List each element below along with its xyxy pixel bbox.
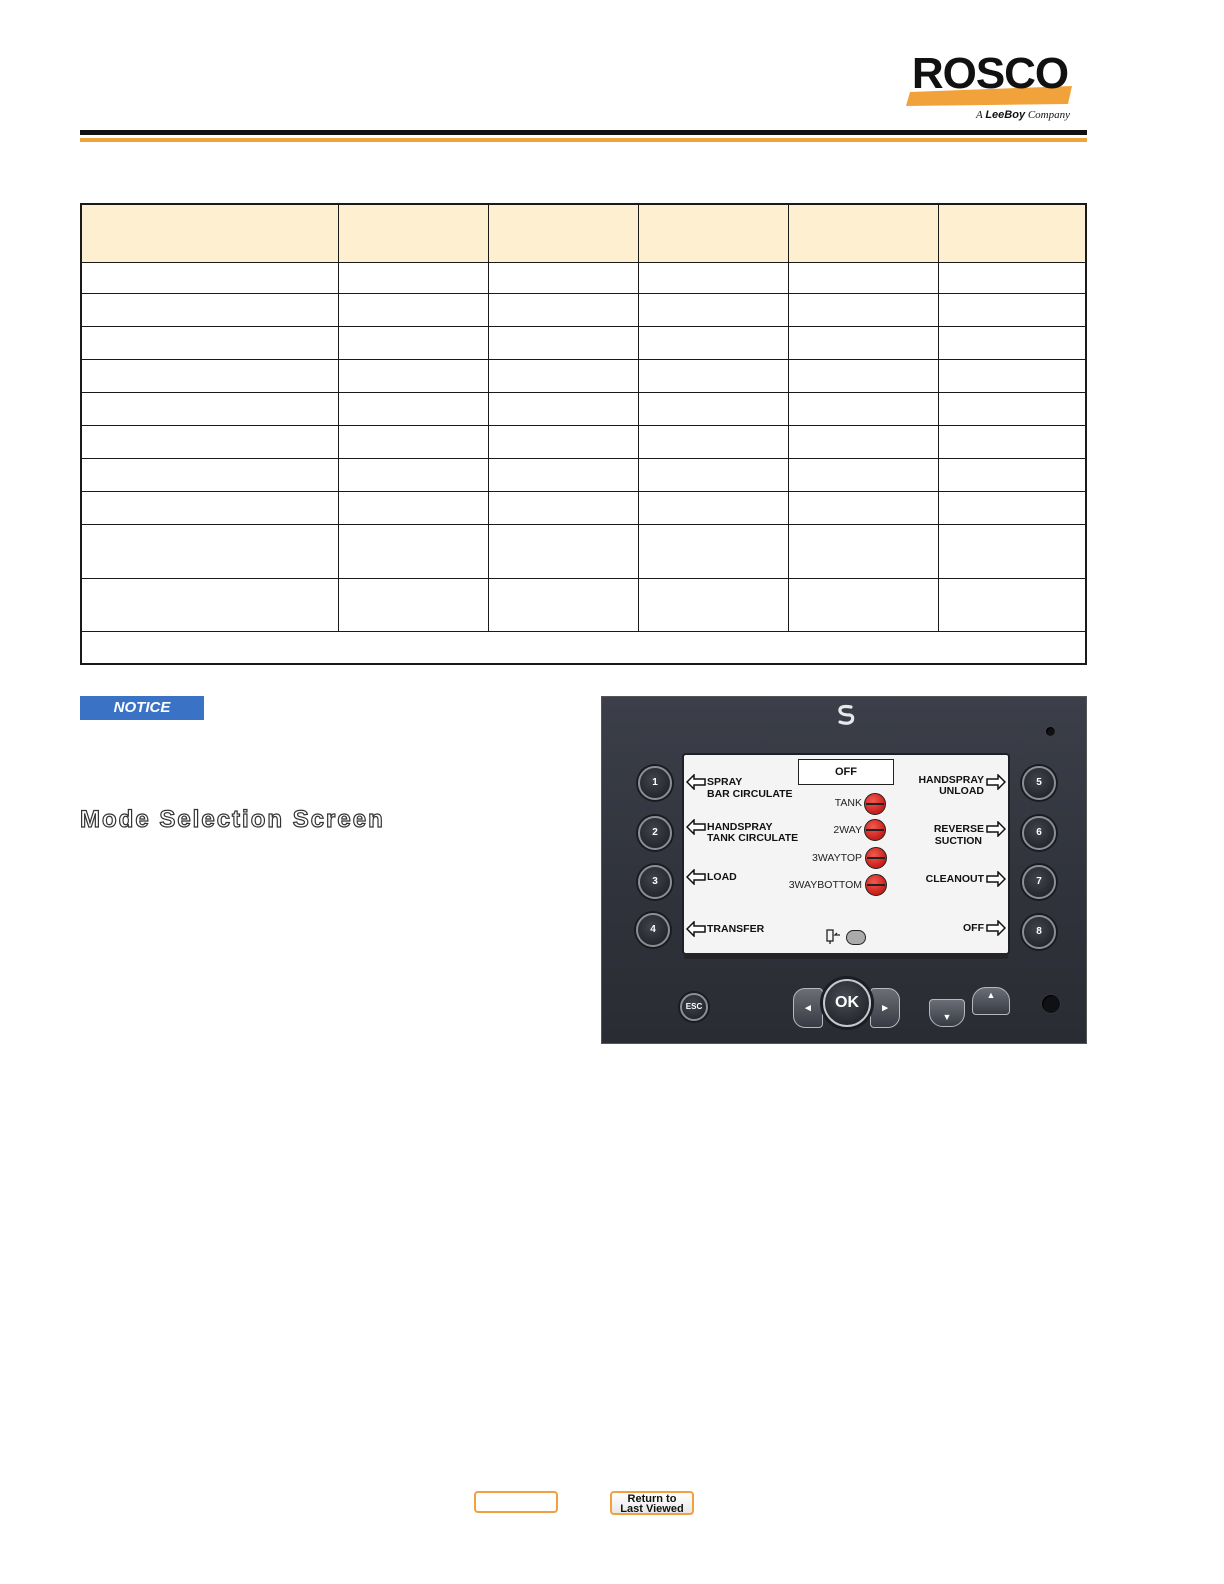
arrow-right-icon <box>986 774 1006 790</box>
softkey-2-label-line2: TANK CIRCULATE <box>707 832 799 844</box>
table-row-divider <box>82 293 1085 294</box>
softkey-8[interactable]: 8 <box>1022 915 1056 949</box>
header-rule-orange <box>80 138 1087 142</box>
arrow-left-icon <box>686 774 706 790</box>
softkey-2[interactable]: 2 <box>638 816 672 850</box>
sauer-logo-icon <box>836 704 856 726</box>
controller-panel <box>601 696 1087 1044</box>
softkey-6[interactable]: 6 <box>1022 816 1056 850</box>
softkey-8-label: OFF <box>963 922 984 934</box>
spec-table <box>80 203 1087 665</box>
nav-left-button[interactable]: ◂ <box>793 988 823 1028</box>
softkey-1-label-line2: BAR CIRCULATE <box>707 788 793 800</box>
arrow-right-icon <box>986 920 1006 936</box>
table-row-divider <box>82 425 1085 426</box>
softkey-7[interactable]: 7 <box>1022 865 1056 899</box>
softkey-1-label-line1: SPRAY <box>707 776 743 788</box>
svg-text:A LeeBoy Company <box>975 109 1070 121</box>
valve-2way-indicator <box>864 819 886 841</box>
pump-engage-icon <box>824 927 842 945</box>
valve-label-3waybottom: 3WAYBOTTOM <box>788 879 862 891</box>
table-col-divider <box>938 205 939 631</box>
scroll-up-button[interactable]: ▲ <box>972 987 1010 1015</box>
footer-nav-button[interactable] <box>474 1491 558 1513</box>
return-label-line2: Last Viewed <box>620 1503 684 1515</box>
table-header-row <box>82 205 1085 263</box>
table-col-divider <box>788 205 789 631</box>
table-col-divider <box>338 205 339 631</box>
softkey-7-label: CLEANOUT <box>925 873 984 885</box>
softkey-6-label-line1: REVERSE <box>933 823 984 835</box>
screw-icon <box>1042 995 1060 1013</box>
arrow-left-icon <box>686 921 706 937</box>
logo-tagline-brand: LeeBoy <box>985 109 1026 121</box>
softkey-2-label-line1: HANDSPRAY <box>707 821 773 833</box>
valve-3waybottom-indicator <box>865 874 887 896</box>
table-col-divider <box>488 205 489 631</box>
notice-badge: NOTICE <box>80 696 204 720</box>
rosco-logo <box>904 48 1076 126</box>
softkey-4[interactable]: 4 <box>636 913 670 947</box>
esc-button[interactable]: ESC <box>680 993 708 1021</box>
valve-label-2way: 2WAY <box>833 824 862 836</box>
return-label-line1: Return to <box>627 1493 677 1505</box>
arrow-left-icon <box>686 869 706 885</box>
softkey-6-label-line2: SUCTION <box>934 835 982 847</box>
header-rule-black <box>80 130 1087 135</box>
logo-tagline-prefix: A <box>976 109 983 121</box>
nav-right-button[interactable]: ▸ <box>870 988 900 1028</box>
arrow-right-icon <box>986 871 1006 887</box>
softkey-5-label-line1: HANDSPRAY <box>918 774 984 786</box>
arrow-right-icon <box>986 821 1006 837</box>
engine-status-icon <box>846 930 866 945</box>
softkey-3-label: LOAD <box>707 871 737 883</box>
table-row-divider <box>82 578 1085 579</box>
valve-tank-indicator <box>864 793 886 815</box>
softkey-5[interactable]: 5 <box>1022 766 1056 800</box>
softkey-5-label-line2: UNLOAD <box>939 785 984 797</box>
table-row-divider <box>82 631 1085 632</box>
mode-status-box: OFF <box>798 759 894 785</box>
valve-label-3waytop: 3WAYTOP <box>812 852 862 864</box>
section-title: Mode Selection Screen <box>80 806 385 833</box>
ok-button[interactable]: OK <box>823 979 871 1027</box>
softkey-3[interactable]: 3 <box>638 865 672 899</box>
table-row-divider <box>82 326 1085 327</box>
scroll-down-button[interactable]: ▼ <box>929 999 965 1027</box>
arrow-left-icon <box>686 819 706 835</box>
valve-3waytop-indicator <box>865 847 887 869</box>
table-row-divider <box>82 458 1085 459</box>
table-row-divider <box>82 392 1085 393</box>
softkey-4-label: TRANSFER <box>707 923 765 935</box>
softkey-1[interactable]: 1 <box>638 766 672 800</box>
table-row-divider <box>82 359 1085 360</box>
logo-tagline-suffix: Company <box>1027 109 1070 121</box>
return-to-last-viewed-button[interactable] <box>610 1491 694 1515</box>
lcd-screen <box>684 755 1008 953</box>
table-row-divider <box>82 524 1085 525</box>
table-row-divider <box>82 491 1085 492</box>
table-col-divider <box>638 205 639 631</box>
screw-icon <box>1046 727 1055 736</box>
logo-wordmark: ROSCO <box>911 49 1069 98</box>
valve-label-tank: TANK <box>834 797 862 809</box>
